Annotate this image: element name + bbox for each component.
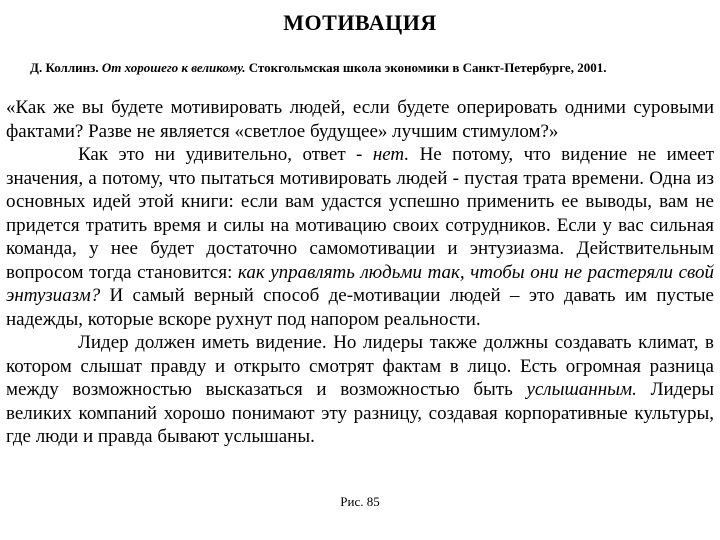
citation [30,60,710,76]
citation-author: Д. Коллинз. [30,60,99,75]
figure-caption: Рис. 85 [340,494,380,509]
paragraph-answer [6,143,714,331]
answer-emphasis-question: как управлять людьми так, чтобы они не растеряли свой энтузиазм? [6,261,714,306]
leader-text-2: Лидеры великих компаний хорошо понимают эту разницу, создавая корпоративные культуры, где люди и правда бывают услышаны. [6,379,714,447]
body-text [6,96,714,449]
leader-emphasis-heard: услышанным. [526,379,637,400]
answer-text-2: Не потому, что видение не имеет значения, а потому, что пытаться мотивировать людей - пустая трата времени. Одна из основных идей этой книги: если вам удастся успешно применить ее выводы, вам не придется тратить время и силы на мотивацию своих сотрудников. Если у вас сильная команда, у нее будет достаточно самомотивации и энтузиазма. Действительным вопросом тогда становится: [6,144,714,283]
citation-book-title: От хорошего к великому. [101,60,246,75]
answer-text-1: Как это ни удивительно, ответ - [78,144,373,165]
citation-publisher: Стокгольмская школа экономики в Санкт-Петербурге, 2001. [248,60,607,75]
paragraph-leader [6,331,714,449]
answer-text-3: И самый верный способ де-мотивации людей – это давать им пустые надежды, которые вскоре рухнут под напором реальности. [6,285,714,330]
page-title: МОТИВАЦИЯ [283,10,437,35]
paragraph-quote [6,96,714,143]
answer-emphasis-no: нет. [372,144,410,165]
leader-text-1: Лидер должен иметь видение. Но лидеры также должны создавать климат, в котором слышат правду и открыто смотрят фактам в лицо. Есть огромная разница между возможностью высказаться и возможностью быть [6,332,714,400]
quote-text: «Как же вы будете мотивировать людей, если будете оперировать одними суровыми фактами? Разве не является «светлое будущее» лучшим стимулом?» [6,97,714,142]
